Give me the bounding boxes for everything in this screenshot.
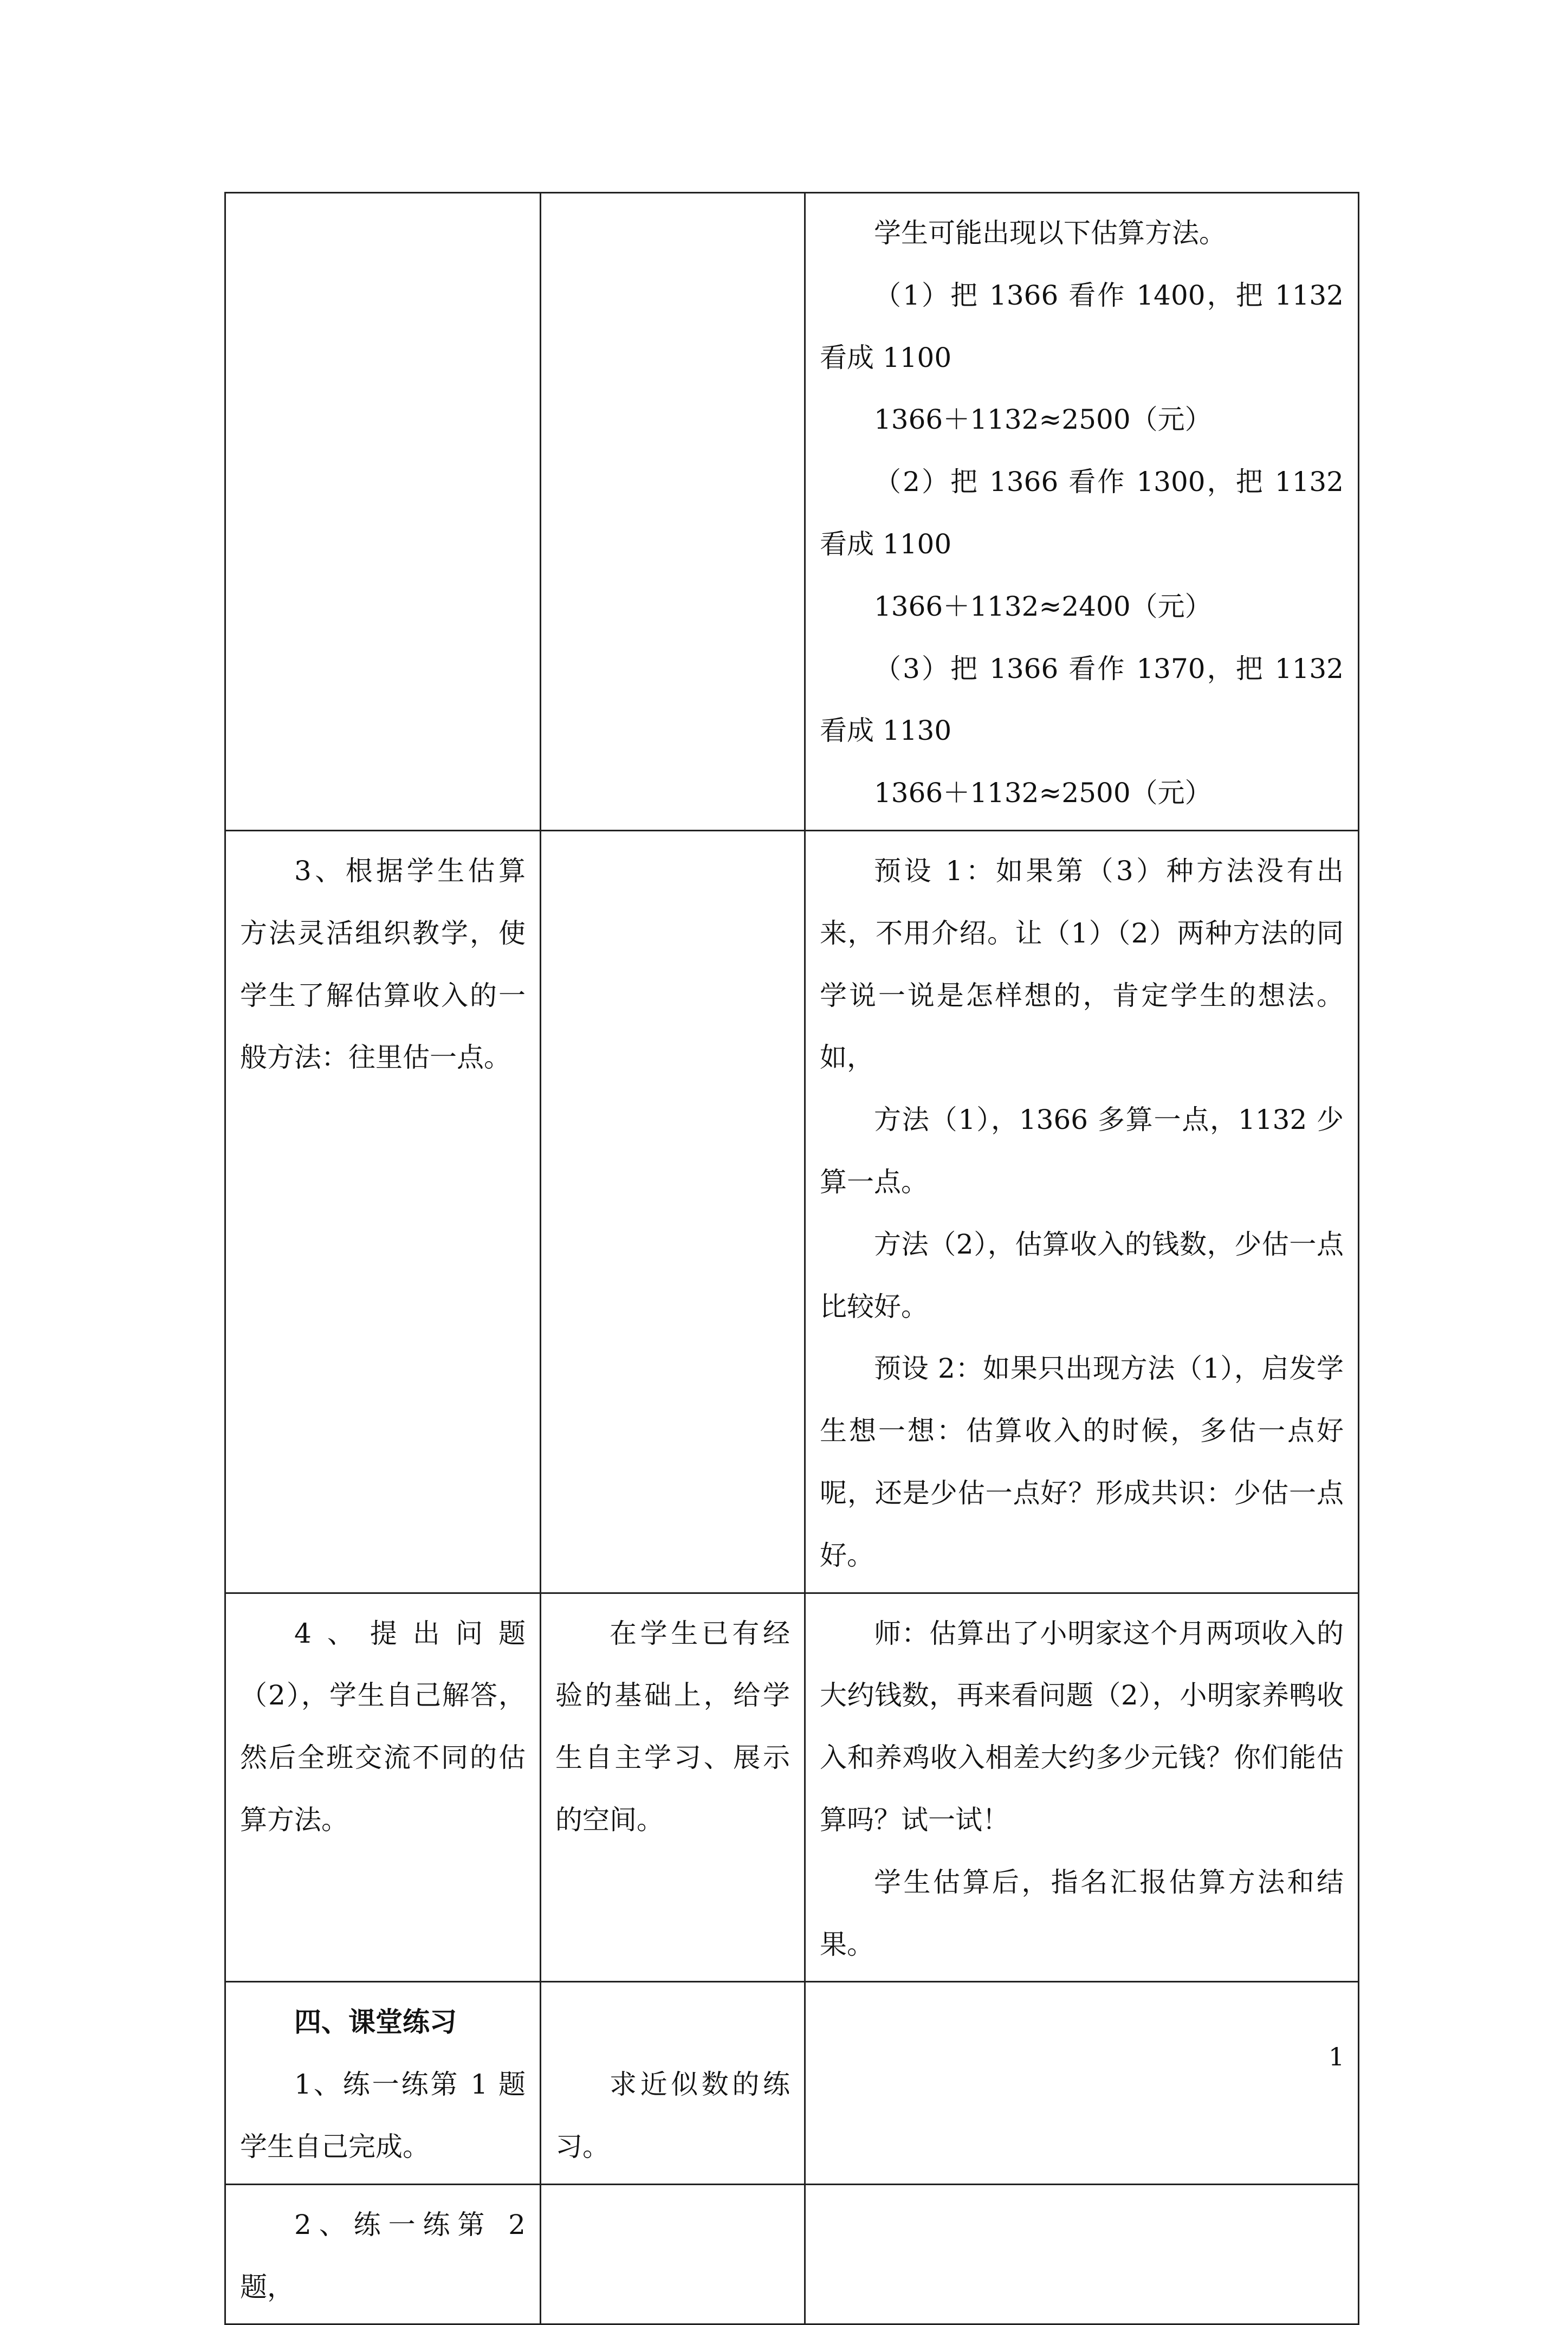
cell-paragraph	[555, 1991, 790, 2053]
cell-notes	[805, 2184, 1359, 2324]
table-row	[225, 1982, 1359, 2184]
cell-activity	[225, 2184, 541, 2324]
cell-paragraph: 预设 2：如果只出现方法（1），启发学生想一想：估算收入的时候，多估一点好呢，还是少估一点好？形成共识：少估一点好。	[820, 1353, 1344, 1571]
cell-paragraph: 在学生已有经验的基础上，给学生自主学习、展示的空间。	[555, 1617, 790, 1836]
cell-paragraph: 方法（1），1366 多算一点，1132 少算一点。	[820, 1104, 1344, 1198]
cell-paragraph: （2）把 1366 看作 1300，把 1132 看成 1100	[820, 466, 1344, 560]
cell-intent	[541, 830, 805, 1593]
cell-paragraph: 预设 1：如果第（3）种方法没有出来，不用介绍。让（1）（2）两种方法的同学说一说是怎样想的，肯定学生的想法。如，	[820, 855, 1344, 1074]
cell-activity	[225, 1593, 541, 1982]
cell-intent	[541, 2184, 805, 2324]
table-row	[225, 193, 1359, 831]
cell-activity	[225, 830, 541, 1593]
cell-paragraph: （1）把 1366 看作 1400，把 1132 看成 1100	[820, 279, 1344, 373]
cell-paragraph: 2、练一练第 2 题，	[240, 2208, 526, 2303]
cell-activity	[225, 193, 541, 831]
cell-paragraph: 四、课堂练习	[294, 2006, 457, 2038]
cell-paragraph: 1366＋1132≈2500（元）	[874, 404, 1212, 436]
cell-paragraph: 1366＋1132≈2400（元）	[874, 590, 1212, 622]
cell-paragraph: 学生估算后，指名汇报估算方法和结果。	[820, 1866, 1344, 1960]
cell-paragraph: 学生可能出现以下估算方法。	[874, 217, 1226, 249]
table-row	[225, 1593, 1359, 1982]
cell-paragraph: 1、练一练第 1 题学生自己完成。	[240, 2069, 526, 2162]
table-row	[225, 2184, 1359, 2324]
cell-notes	[805, 193, 1359, 831]
page-number: 1	[1329, 2042, 1345, 2071]
cell-paragraph: 求近似数的练习。	[555, 2069, 790, 2162]
cell-intent	[541, 1982, 805, 2184]
cell-paragraph: （3）把 1366 看作 1370，把 1132 看成 1130	[820, 653, 1344, 747]
cell-paragraph: 方法（2），估算收入的钱数，少估一点比较好。	[820, 1228, 1344, 1322]
table-row	[225, 830, 1359, 1593]
cell-intent	[541, 1593, 805, 1982]
cell-paragraph: 4、提出问题（2），学生自己解答，然后全班交流不同的估算方法。	[240, 1617, 526, 1836]
lesson-plan-table	[224, 192, 1359, 2325]
cell-notes	[805, 830, 1359, 1593]
cell-intent	[541, 193, 805, 831]
cell-notes	[805, 1982, 1359, 2184]
cell-paragraph: 师：估算出了小明家这个月两项收入的大约钱数，再来看问题（2），小明家养鸭收入和养鸡收入相差大约多少元钱？你们能估算吗？试一试！	[820, 1617, 1344, 1836]
cell-paragraph: 3、根据学生估算方法灵活组织教学，使学生了解估算收入的一般方法：往里估一点。	[240, 855, 526, 1074]
cell-notes	[805, 1593, 1359, 1982]
cell-paragraph: 1366＋1132≈2500（元）	[874, 777, 1212, 809]
cell-activity	[225, 1982, 541, 2184]
